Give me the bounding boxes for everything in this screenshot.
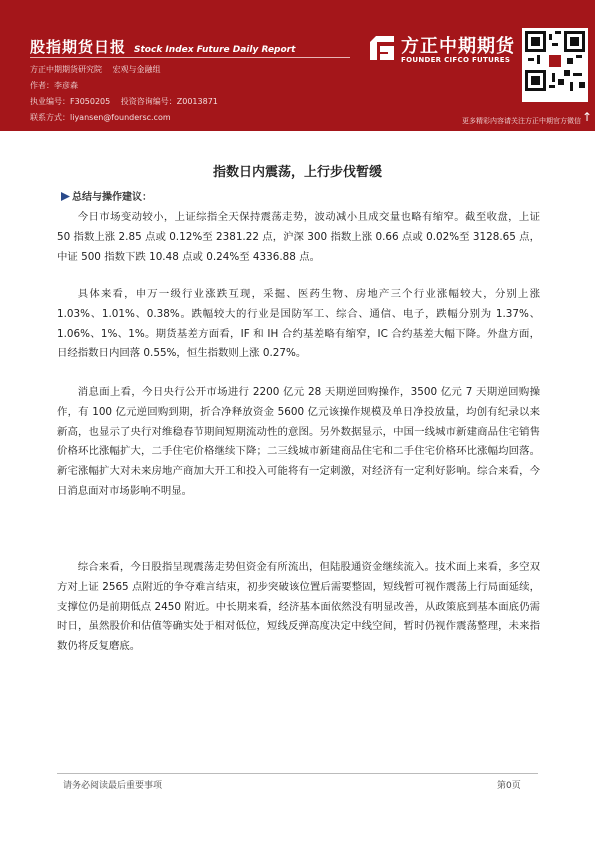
report-title: 股指期货日报 Stock Index Future Daily Report: [30, 38, 296, 56]
report-header: [0, 0, 595, 131]
paragraph-news: 消息面上看，今日央行公开市场进行 2200 亿元 28 天期逆回购操作，3500 亿元 7 天期逆回购操作，有 100 亿元逆回购到期，折合净释放资金 5600 亿元该操作规模及单日净投放量，均创有纪录以来新高，也显示了央行对维稳春节期间短期流动性的意图。另外数据显示，中国一线城市新建商品住宅销售价格环比涨幅扩大，二手住宅价格继续下降；二三线城市新建商品住宅和二手住宅价格环比涨幅均回落。新宅涨幅扩大对未来房地产商加大开工和投入可能将有一定刺激，对经济有一定利好影响。综合来看，今日消息面对市场影响不明显。: [57, 386, 540, 497]
institute: 方正中期期货研究院 宏观与金融组: [30, 65, 161, 74]
paragraph-outlook: 综合来看，今日股指呈现震荡走势但资金有所流出，但陆股通资金继续流入。技术面上来看，多空双方对上证 2565 点附近的争夺难言结束，初步突破该位置后需要整固，短线暂可视作震荡上行局面延续，支撑位仍是前期低点 2450 附近。中长期来看，经济基本面依然没有明显改善，从政策底到基本面底仍需时日，虽然股价和估值等确实处于相对低位，短线反弹高度决定中线空间，暂时仍视作震荡整理，未来指数仍将反复磨底。: [57, 561, 540, 653]
section-heading: [61, 188, 152, 203]
logo-text-cn: 方正中期期货: [401, 36, 515, 57]
paragraph-market-summary: 今日市场变动较小，上证综指全天保持震荡走势，波动减小且成交量也略有缩窄。截至收盘，上证 50 指数上涨 2.85 点或 0.12%至 2381.22 点，沪深 300 指数上涨 0.66 点或 0.02%至 3128.65 点，中证 500 指数下跌 10.48 点或 0.24%至 4336.88 点。: [57, 211, 540, 263]
document-title: 指数日内震荡，上行步伐暂缓: [212, 165, 382, 180]
section-heading-text: 总结与操作建议：: [72, 192, 152, 203]
weixin-note: 更多精彩内容请关注方正中期官方微信: [462, 117, 581, 125]
page-number: 第0页: [497, 781, 521, 791]
qr-code-icon: [522, 28, 588, 102]
company-logo: [368, 32, 518, 68]
up-arrow-icon: ↑: [581, 110, 592, 124]
report-title-en: Stock Index Future Daily Report: [134, 45, 296, 55]
footer-divider: [57, 773, 538, 774]
footer-disclaimer[interactable]: 请务必阅读最后重要事项: [63, 781, 163, 791]
logo-mark-icon: [368, 34, 396, 62]
author: 作者：李彦森: [30, 81, 78, 90]
logo-text-en: FOUNDER CIFCO FUTURES: [401, 56, 511, 64]
paragraph-sector-detail: 具体来看，申万一级行业涨跌互现，采掘、医药生物、房地产三个行业涨幅较大，分别上涨 1.03%、1.01%、0.38%。跌幅较大的行业是国防军工、综合、通信、电子，跌幅分别为 1.37%、1.06%、1%、1%。期货基差方面看，IF 和 IH 合约基差略有缩窄，IC 合约基差大幅下降。外盘方面，日经指数日内回落 0.55%，恒生指数则上涨 0.27%。: [57, 288, 540, 360]
bullet-icon: [61, 192, 70, 201]
license-number: 执业编号：F3050205 投资咨询编号：Z0013871: [30, 97, 218, 106]
header-divider: [30, 57, 350, 58]
contact-email[interactable]: 联系方式：liyansen@foundersc.com: [30, 113, 171, 122]
